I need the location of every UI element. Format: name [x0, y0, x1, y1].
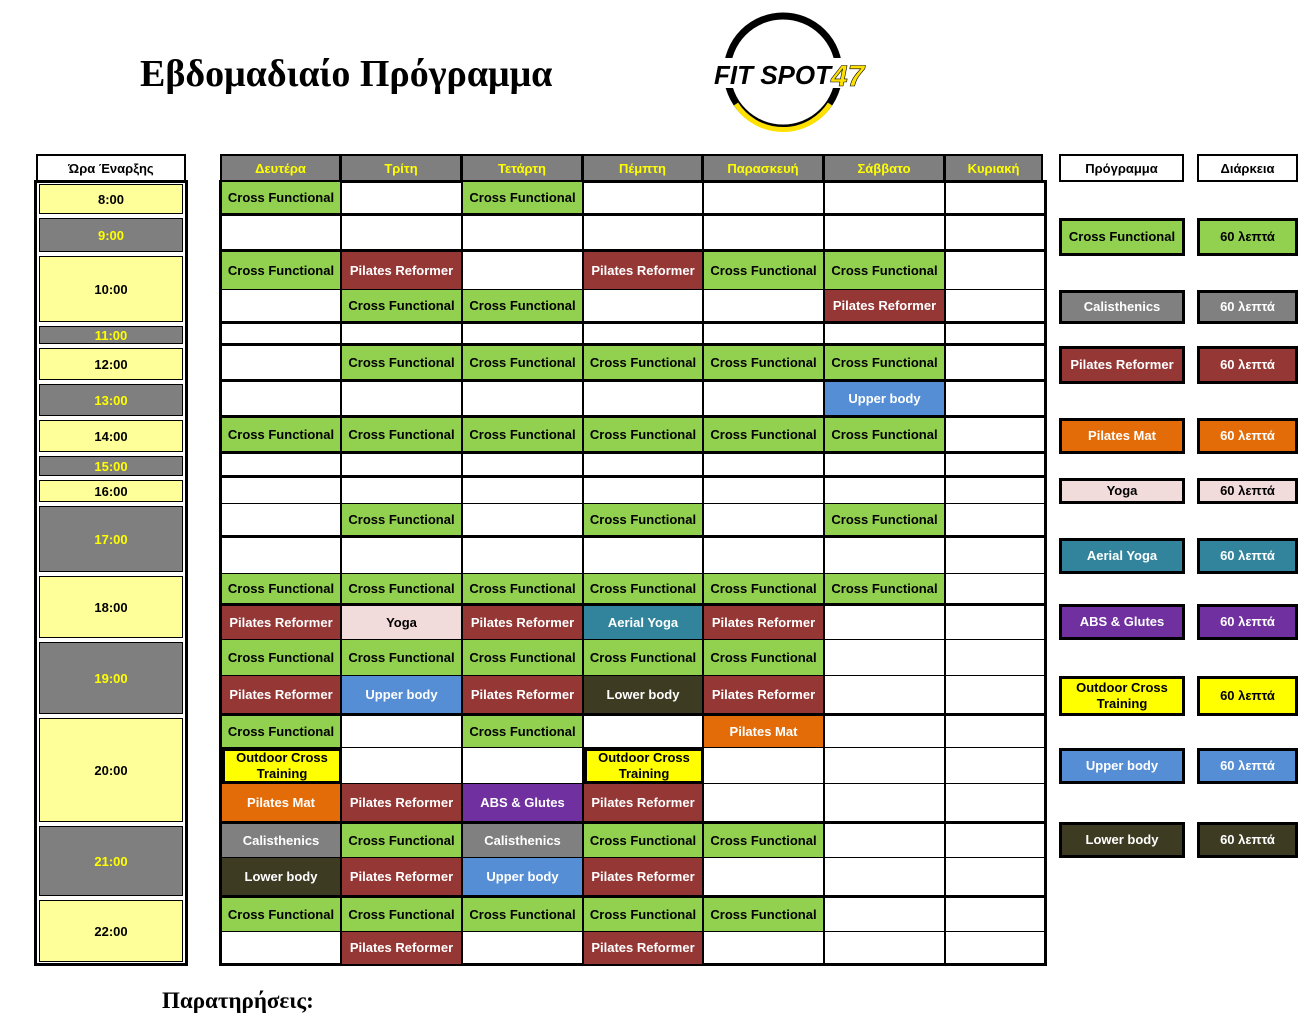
class-cell[interactable]: Cross Functional: [342, 824, 463, 858]
time-slot: 22:00: [39, 900, 183, 962]
empty-cell: [463, 538, 584, 574]
empty-cell: [342, 538, 463, 574]
class-cell[interactable]: Cross Functional: [222, 898, 342, 932]
time-column-header: Ώρα Έναρξης: [36, 154, 186, 182]
empty-cell: [704, 784, 825, 824]
empty-cell: [222, 478, 342, 504]
day-header: Παρασκευή: [702, 154, 824, 182]
time-slot: 15:00: [39, 456, 183, 476]
class-cell[interactable]: Pilates Reformer: [342, 784, 463, 824]
class-cell[interactable]: Pilates Reformer: [463, 606, 584, 640]
class-cell[interactable]: Cross Functional: [825, 418, 946, 454]
empty-cell: [946, 504, 1044, 538]
svg-text:FIT SPOT: FIT SPOT: [714, 60, 831, 90]
class-cell[interactable]: Cross Functional: [704, 418, 825, 454]
empty-cell: [704, 538, 825, 574]
empty-cell: [222, 216, 342, 252]
empty-cell: [704, 382, 825, 418]
legend-program: Yoga: [1059, 478, 1185, 504]
class-cell[interactable]: Cross Functional: [704, 252, 825, 290]
class-cell[interactable]: Cross Functional: [584, 898, 704, 932]
empty-cell: [222, 538, 342, 574]
empty-cell: [342, 324, 463, 346]
empty-cell: [463, 216, 584, 252]
empty-cell: [222, 504, 342, 538]
legend-program: Upper body: [1059, 748, 1185, 784]
empty-cell: [704, 216, 825, 252]
class-cell[interactable]: Cross Functional: [222, 252, 342, 290]
class-cell[interactable]: Yoga: [342, 606, 463, 640]
empty-cell: [463, 932, 584, 964]
empty-cell: [584, 716, 704, 748]
legend-program: Outdoor Cross Training: [1059, 676, 1185, 716]
empty-cell: [946, 454, 1044, 478]
legend-program: Calisthenics: [1059, 290, 1185, 324]
empty-cell: [342, 478, 463, 504]
class-cell[interactable]: Cross Functional: [342, 898, 463, 932]
empty-cell: [463, 324, 584, 346]
legend-duration: 60 λεπτά: [1197, 290, 1298, 324]
empty-cell: [704, 290, 825, 324]
class-cell[interactable]: Cross Functional: [584, 824, 704, 858]
class-cell[interactable]: Upper body: [825, 382, 946, 418]
class-cell[interactable]: Cross Functional: [222, 640, 342, 676]
class-cell[interactable]: Aerial Yoga: [584, 606, 704, 640]
day-header: Πέμπτη: [582, 154, 703, 182]
class-cell[interactable]: Pilates Reformer: [342, 858, 463, 898]
empty-cell: [946, 324, 1044, 346]
class-cell[interactable]: Pilates Reformer: [584, 252, 704, 290]
empty-cell: [222, 346, 342, 382]
empty-cell: [584, 290, 704, 324]
class-cell[interactable]: Pilates Reformer: [342, 932, 463, 964]
empty-cell: [342, 454, 463, 478]
empty-cell: [222, 382, 342, 418]
empty-cell: [342, 382, 463, 418]
class-cell[interactable]: Cross Functional: [584, 640, 704, 676]
day-header: Δευτέρα: [220, 154, 341, 182]
empty-cell: [946, 676, 1044, 716]
class-cell[interactable]: Upper body: [463, 858, 584, 898]
time-slot: 16:00: [39, 480, 183, 502]
class-cell[interactable]: Cross Functional: [342, 504, 463, 538]
empty-cell: [584, 182, 704, 216]
empty-cell: [584, 538, 704, 574]
class-cell[interactable]: Cross Functional: [463, 346, 584, 382]
svg-text:47: 47: [831, 60, 865, 93]
empty-cell: [704, 858, 825, 898]
empty-cell: [463, 748, 584, 784]
legend-duration: 60 λεπτά: [1197, 218, 1298, 256]
empty-cell: [825, 324, 946, 346]
class-cell[interactable]: Pilates Reformer: [463, 676, 584, 716]
empty-cell: [946, 382, 1044, 418]
empty-cell: [704, 932, 825, 964]
empty-cell: [946, 574, 1044, 606]
class-cell[interactable]: Cross Functional: [704, 640, 825, 676]
time-slot: 11:00: [39, 326, 183, 344]
empty-cell: [825, 932, 946, 964]
class-cell[interactable]: Pilates Reformer: [584, 932, 704, 964]
empty-cell: [946, 216, 1044, 252]
class-cell[interactable]: Cross Functional: [463, 290, 584, 324]
class-cell[interactable]: Cross Functional: [222, 716, 342, 748]
empty-cell: [704, 182, 825, 216]
class-cell[interactable]: Cross Functional: [584, 418, 704, 454]
class-cell[interactable]: Lower body: [584, 676, 704, 716]
class-cell[interactable]: Cross Functional: [222, 418, 342, 454]
class-cell[interactable]: Pilates Reformer: [584, 784, 704, 824]
empty-cell: [946, 716, 1044, 748]
empty-cell: [946, 290, 1044, 324]
empty-cell: [342, 182, 463, 216]
time-slot: 17:00: [39, 506, 183, 572]
empty-cell: [946, 824, 1044, 858]
empty-cell: [222, 290, 342, 324]
day-header: Τετάρτη: [461, 154, 583, 182]
time-slot: 20:00: [39, 718, 183, 822]
class-cell[interactable]: Cross Functional: [222, 574, 342, 606]
empty-cell: [704, 454, 825, 478]
empty-cell: [342, 748, 463, 784]
class-cell[interactable]: Pilates Reformer: [704, 606, 825, 640]
class-cell[interactable]: Pilates Reformer: [222, 676, 342, 716]
class-cell[interactable]: Cross Functional: [342, 418, 463, 454]
empty-cell: [825, 182, 946, 216]
empty-cell: [704, 478, 825, 504]
class-cell[interactable]: Pilates Reformer: [342, 252, 463, 290]
time-slot: 12:00: [39, 348, 183, 380]
empty-cell: [825, 538, 946, 574]
empty-cell: [946, 748, 1044, 784]
legend-duration: 60 λεπτά: [1197, 346, 1298, 384]
empty-cell: [584, 454, 704, 478]
class-cell[interactable]: Cross Functional: [584, 504, 704, 538]
class-cell[interactable]: Pilates Mat: [704, 716, 825, 748]
empty-cell: [946, 418, 1044, 454]
empty-cell: [584, 324, 704, 346]
legend-program: Cross Functional: [1059, 218, 1185, 256]
empty-cell: [825, 454, 946, 478]
legend-program: Aerial Yoga: [1059, 538, 1185, 574]
class-cell[interactable]: Cross Functional: [704, 574, 825, 606]
empty-cell: [946, 538, 1044, 574]
class-cell[interactable]: Cross Functional: [825, 346, 946, 382]
class-cell[interactable]: Cross Functional: [463, 716, 584, 748]
empty-cell: [825, 784, 946, 824]
empty-cell: [825, 478, 946, 504]
empty-cell: [825, 216, 946, 252]
class-cell[interactable]: Cross Functional: [704, 898, 825, 932]
empty-cell: [222, 324, 342, 346]
class-cell[interactable]: Cross Functional: [825, 252, 946, 290]
empty-cell: [342, 716, 463, 748]
legend-duration: 60 λεπτά: [1197, 538, 1298, 574]
legend-program-header: Πρόγραμμα: [1059, 154, 1184, 182]
day-header: Σάββατο: [823, 154, 945, 182]
empty-cell: [463, 504, 584, 538]
legend-duration: 60 λεπτά: [1197, 604, 1298, 640]
class-cell[interactable]: Pilates Mat: [222, 784, 342, 824]
day-header: Κυριακή: [944, 154, 1043, 182]
empty-cell: [946, 606, 1044, 640]
time-slot: 21:00: [39, 826, 183, 896]
legend-program: Lower body: [1059, 822, 1185, 858]
time-slot: 19:00: [39, 642, 183, 714]
empty-cell: [946, 478, 1044, 504]
empty-cell: [222, 932, 342, 964]
empty-cell: [463, 478, 584, 504]
empty-cell: [704, 324, 825, 346]
empty-cell: [584, 478, 704, 504]
time-slot: 9:00: [39, 218, 183, 252]
class-cell[interactable]: Cross Functional: [704, 346, 825, 382]
class-cell[interactable]: Cross Functional: [463, 182, 584, 216]
empty-cell: [825, 898, 946, 932]
legend-duration: 60 λεπτά: [1197, 822, 1298, 858]
empty-cell: [946, 784, 1044, 824]
class-cell[interactable]: Pilates Reformer: [584, 858, 704, 898]
class-cell[interactable]: Lower body: [222, 858, 342, 898]
legend-program: Pilates Mat: [1059, 418, 1185, 454]
empty-cell: [584, 216, 704, 252]
legend-program: ABS & Glutes: [1059, 604, 1185, 640]
page-title: Εβδομαδιαίο Πρόγραμμα: [140, 53, 553, 95]
time-slot: 8:00: [39, 184, 183, 214]
empty-cell: [825, 748, 946, 784]
class-cell[interactable]: Pilates Reformer: [825, 290, 946, 324]
class-cell[interactable]: Cross Functional: [463, 574, 584, 606]
class-cell[interactable]: Cross Functional: [704, 824, 825, 858]
legend-duration: 60 λεπτά: [1197, 418, 1298, 454]
notes-label: Παρατηρήσεις:: [162, 988, 314, 1013]
class-cell[interactable]: Pilates Reformer: [704, 676, 825, 716]
empty-cell: [463, 382, 584, 418]
class-cell[interactable]: Calisthenics: [222, 824, 342, 858]
class-cell[interactable]: Cross Functional: [825, 574, 946, 606]
empty-cell: [584, 382, 704, 418]
empty-cell: [704, 748, 825, 784]
empty-cell: [946, 932, 1044, 964]
class-cell[interactable]: Cross Functional: [222, 182, 342, 216]
class-cell[interactable]: Outdoor Cross Training: [222, 748, 342, 784]
empty-cell: [825, 606, 946, 640]
empty-cell: [222, 454, 342, 478]
legend-duration: 60 λεπτά: [1197, 676, 1298, 716]
legend-program: Pilates Reformer: [1059, 346, 1185, 384]
fitspot-logo: [708, 6, 874, 138]
class-cell[interactable]: Upper body: [342, 676, 463, 716]
class-cell[interactable]: Cross Functional: [342, 346, 463, 382]
class-cell[interactable]: Cross Functional: [463, 418, 584, 454]
time-slot: 14:00: [39, 420, 183, 452]
empty-cell: [946, 252, 1044, 290]
class-cell[interactable]: Pilates Reformer: [222, 606, 342, 640]
empty-cell: [946, 346, 1044, 382]
legend-duration-header: Διάρκεια: [1197, 154, 1298, 182]
empty-cell: [946, 182, 1044, 216]
class-cell[interactable]: Cross Functional: [463, 640, 584, 676]
empty-cell: [342, 216, 463, 252]
empty-cell: [825, 824, 946, 858]
class-cell[interactable]: Cross Functional: [342, 290, 463, 324]
empty-cell: [825, 716, 946, 748]
class-cell[interactable]: Cross Functional: [342, 640, 463, 676]
empty-cell: [825, 640, 946, 676]
time-slot: 13:00: [39, 384, 183, 416]
empty-cell: [946, 898, 1044, 932]
class-cell[interactable]: Cross Functional: [342, 574, 463, 606]
empty-cell: [704, 504, 825, 538]
empty-cell: [463, 454, 584, 478]
empty-cell: [825, 676, 946, 716]
time-slot: 10:00: [39, 256, 183, 322]
empty-cell: [463, 252, 584, 290]
class-cell[interactable]: Cross Functional: [584, 574, 704, 606]
class-cell[interactable]: Calisthenics: [463, 824, 584, 858]
class-cell[interactable]: Cross Functional: [584, 346, 704, 382]
legend-duration: 60 λεπτά: [1197, 748, 1298, 784]
empty-cell: [946, 640, 1044, 676]
class-cell[interactable]: ABS & Glutes: [463, 784, 584, 824]
legend-duration: 60 λεπτά: [1197, 478, 1298, 504]
day-header: Τρίτη: [340, 154, 462, 182]
class-cell[interactable]: Outdoor Cross Training: [584, 748, 704, 784]
empty-cell: [946, 858, 1044, 898]
empty-cell: [825, 858, 946, 898]
class-cell[interactable]: Cross Functional: [463, 898, 584, 932]
time-slot: 18:00: [39, 576, 183, 638]
class-cell[interactable]: Cross Functional: [825, 504, 946, 538]
